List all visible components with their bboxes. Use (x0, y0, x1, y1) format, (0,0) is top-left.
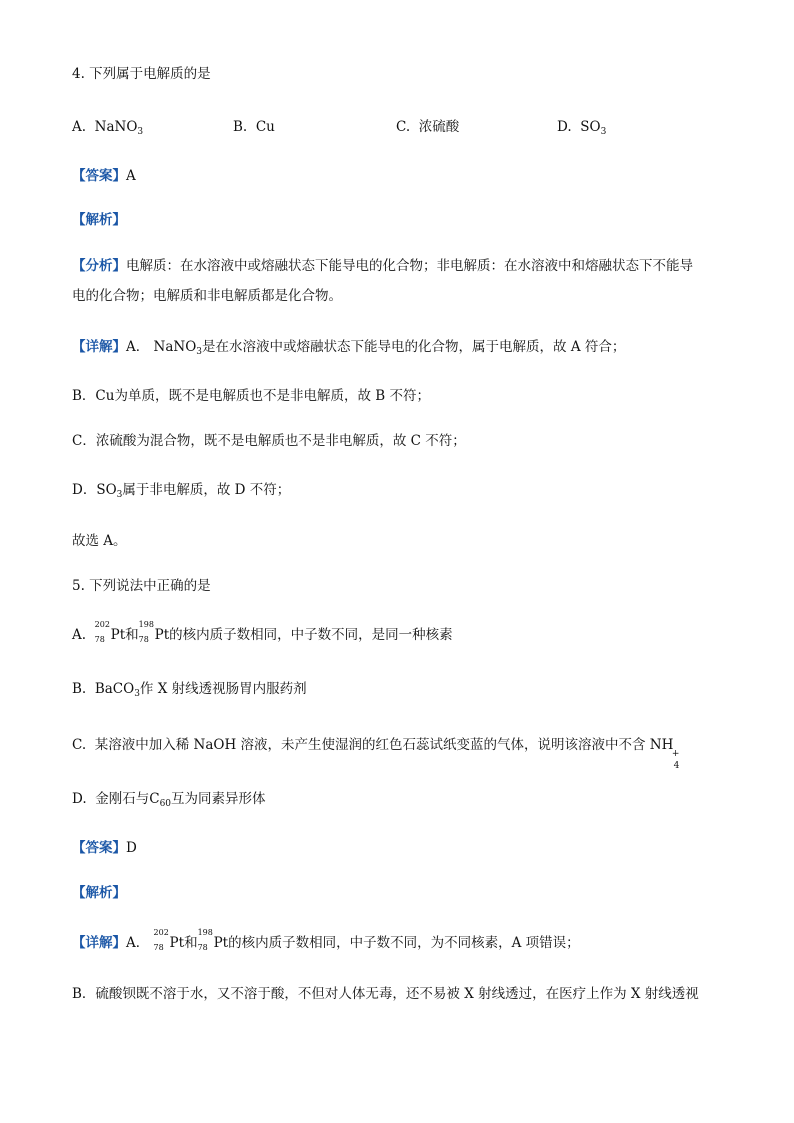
q4-option-d: D. $SO_3$ (557, 119, 607, 137)
q5-stem: 5. 下列说法中正确的是 (72, 578, 211, 594)
q4-detail-d: D．$SO_3$属于非电解质，故 D 不符； (72, 482, 291, 500)
q4-analysis-heading: 【解析】 (72, 212, 126, 228)
q4-detail-c: C．浓硫酸为混合物，既不是电解质也不是非电解质，故 C 不符； (72, 433, 466, 449)
q4-answer: 【答案】A (72, 168, 136, 184)
q5-option-a: A. 202 78 Pt和 198 78 Pt的核内质子数相同，中子数不同，是同一种核素 (72, 620, 453, 644)
q5-option-b: B. BaCO$_3$作 X 射线透视肠胃内服药剂 (72, 681, 307, 699)
q4-stem: 4. 下列属于电解质的是 (72, 66, 211, 82)
q5-detail-a: 【详解】A． 202 78 Pt和 198 78 Pt的核内质子数相同，中子数不同，为不同核素，A 项错误； (72, 928, 580, 952)
q5-option-c: C. 某溶液中加入稀 NaOH 溶液，未产生使湿润的红色石蕊试纸变蓝的气体，说明该溶液中不含 NH + 4 (72, 737, 680, 771)
q4-option-b: B. Cu (233, 119, 275, 135)
q4-fenxi-line-2: 电的化合物；电解质和非电解质都是化合物。 (72, 288, 342, 304)
q5-answer: 【答案】D (72, 840, 137, 856)
q4-fenxi-line-1: 【分析】电解质：在水溶液中或熔融状态下能导电的化合物；非电解质：在水溶液中和熔融状态下不能导 (72, 258, 693, 274)
q4-detail-a: 【详解】A． NaNO$_3$是在水溶液中或熔融状态下能导电的化合物，属于电解质，故 A 符合； (72, 339, 626, 357)
q4-option-a: A. NaNO$_3$ (72, 119, 144, 137)
q5-analysis-heading: 【解析】 (72, 885, 126, 901)
q5-detail-b: B．硫酸钡既不溶于水，又不溶于酸，不但对人体无毒，还不易被 X 射线透过，在医疗上作为 X 射线透视 (72, 986, 699, 1002)
q5-option-d: D. 金刚石与$C_{60}$互为同素异形体 (72, 791, 266, 809)
q4-conclusion: 故选 A。 (72, 533, 127, 549)
q4-option-c: C. 浓硫酸 (396, 119, 460, 135)
q4-detail-b: B．Cu为单质，既不是电解质也不是非电解质，故 B 不符； (72, 388, 430, 404)
